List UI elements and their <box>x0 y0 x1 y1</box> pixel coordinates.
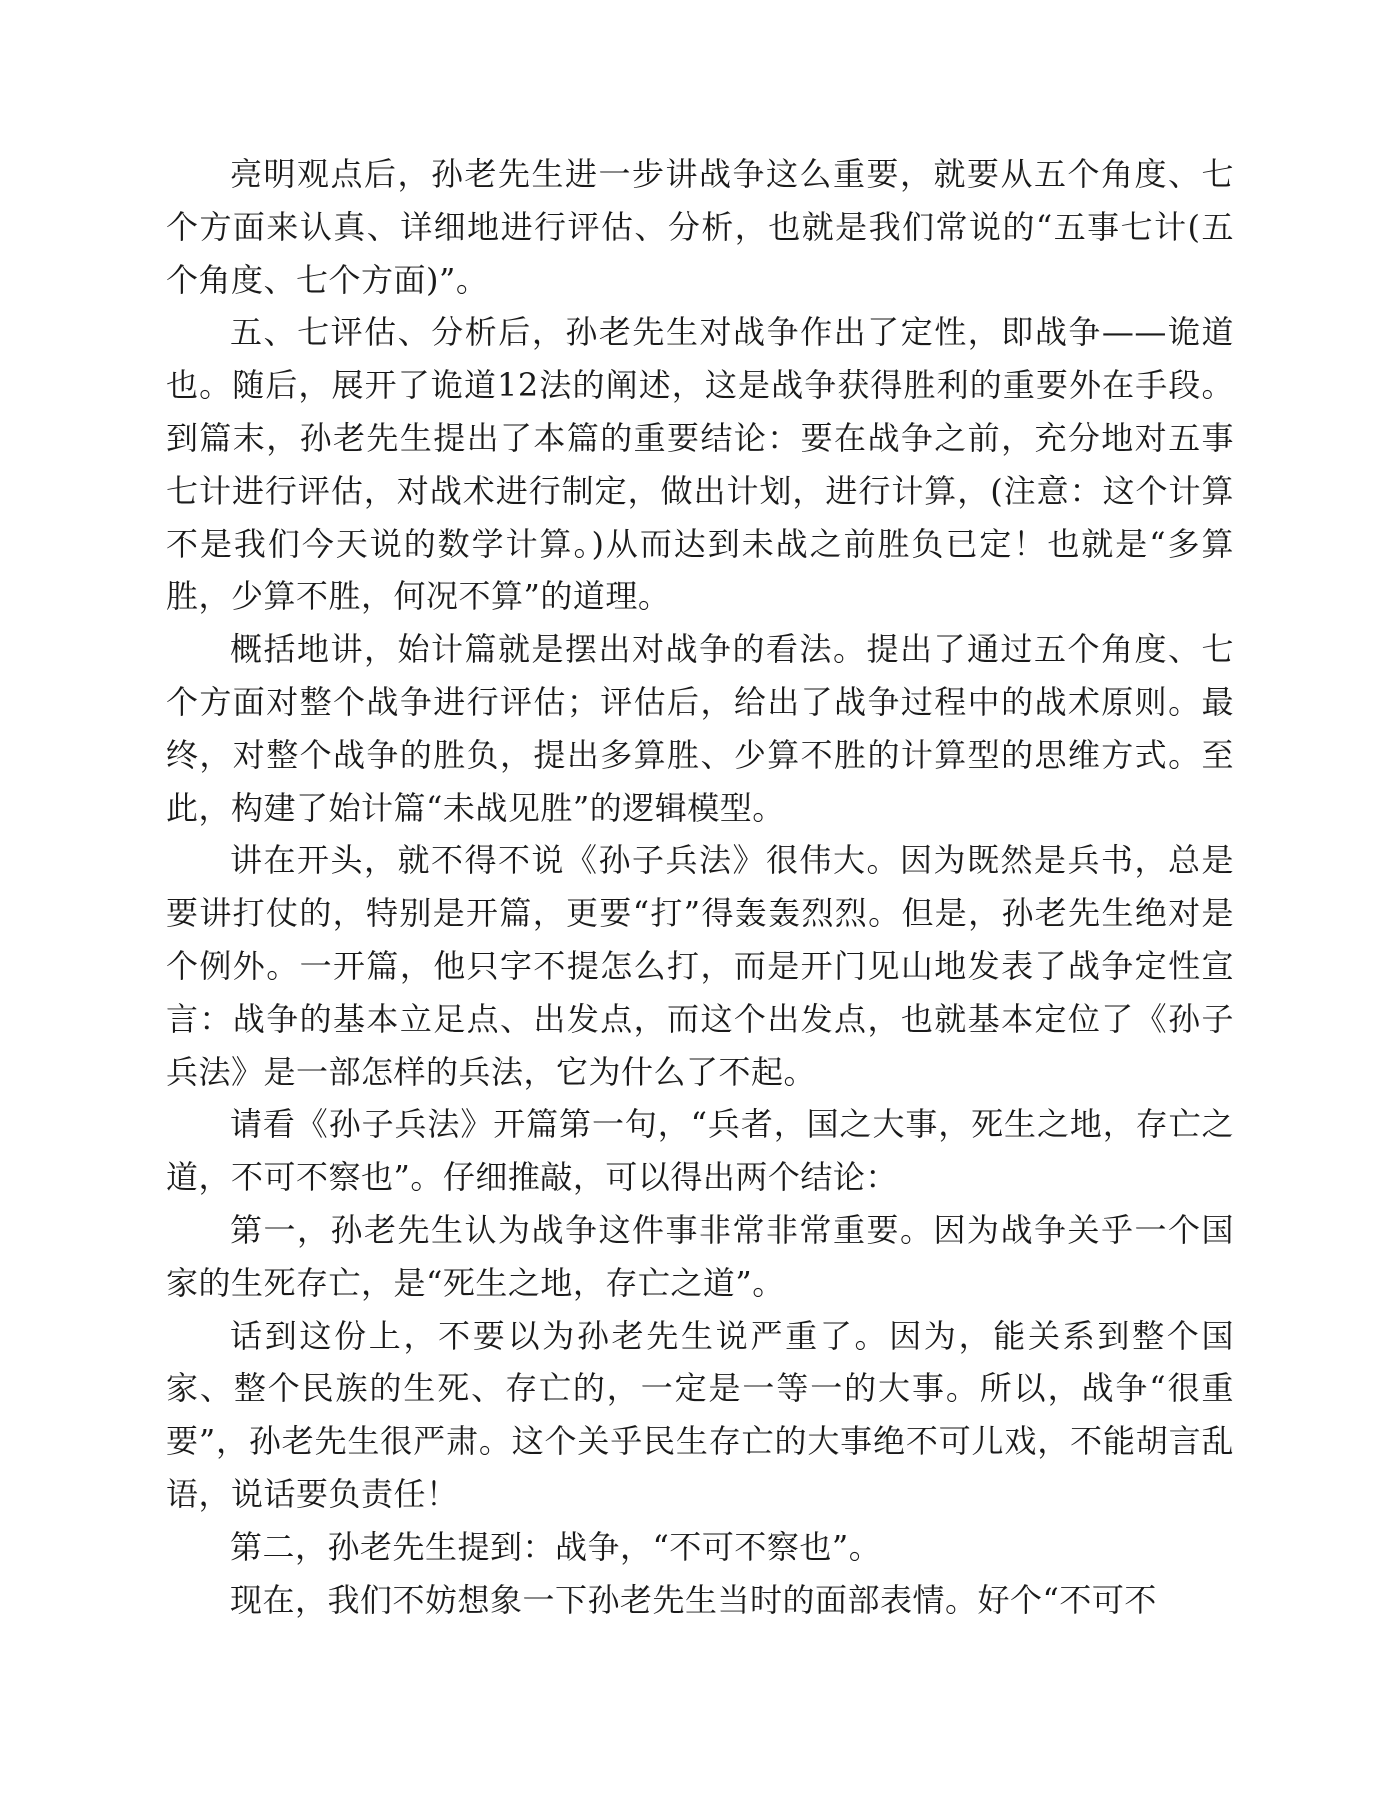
paragraph: 请看《孙子兵法》开篇第一句，“兵者，国之大事，死生之地，存亡之道，不可不察也”。仔细推敲，可以得出两个结论： <box>166 1105 1234 1197</box>
paragraph: 第二，孙老先生提到：战争，“不可不察也”。 <box>230 1527 882 1566</box>
paragraph: 讲在开头，就不得不说《孙子兵法》很伟大。因为既然是兵书，总是要讲打仗的，特别是开篇，更要“打”得轰轰烈烈。但是，孙老先生绝对是个例外。一开篇，他只字不提怎么打，而是开门见山地发表了战争定性宣言：战争的基本立足点、出发点，而这个出发点，也就基本定位了《孙子兵法》是一部怎样的兵法，它为什么了不起。 <box>166 841 1234 1091</box>
paragraph: 五、七评估、分析后，孙老先生对战争作出了定性，即战争——诡道也。随后，展开了诡道12法的阐述，这是战争获得胜利的重要外在手段。到篇末，孙老先生提出了本篇的重要结论：要在战争之前，充分地对五事七计进行评估，对战术进行制定，做出计划，进行计算，(注意：这个计算不是我们今天说的数学计算。)从而达到未战之前胜负已定！也就是“多算胜，少算不胜，何况不算”的道理。 <box>166 313 1234 616</box>
paragraph: 话到这份上，不要以为孙老先生说严重了。因为，能关系到整个国家、整个民族的生死、存亡的，一定是一等一的大事。所以，战争“很重要”，孙老先生很严肃。这个关乎民生存亡的大事绝不可儿戏，不能胡言乱语，说话要负责任！ <box>166 1316 1234 1513</box>
document-body <box>166 148 1234 1626</box>
paragraph: 概括地讲，始计篇就是摆出对战争的看法。提出了通过五个角度、七个方面对整个战争进行评估；评估后，给出了战争过程中的战术原则。最终，对整个战争的胜负，提出多算胜、少算不胜的计算型的思维方式。至此，构建了始计篇“未战见胜”的逻辑模型。 <box>166 630 1234 827</box>
paragraph: 第一，孙老先生认为战争这件事非常非常重要。因为战争关乎一个国家的生死存亡，是“死生之地，存亡之道”。 <box>166 1210 1234 1302</box>
paragraph: 现在，我们不妨想象一下孙老先生当时的面部表情。好个“不可不 <box>230 1580 1157 1619</box>
paragraph: 亮明观点后，孙老先生进一步讲战争这么重要，就要从五个角度、七个方面来认真、详细地进行评估、分析，也就是我们常说的“五事七计(五个角度、七个方面)”。 <box>166 155 1234 299</box>
